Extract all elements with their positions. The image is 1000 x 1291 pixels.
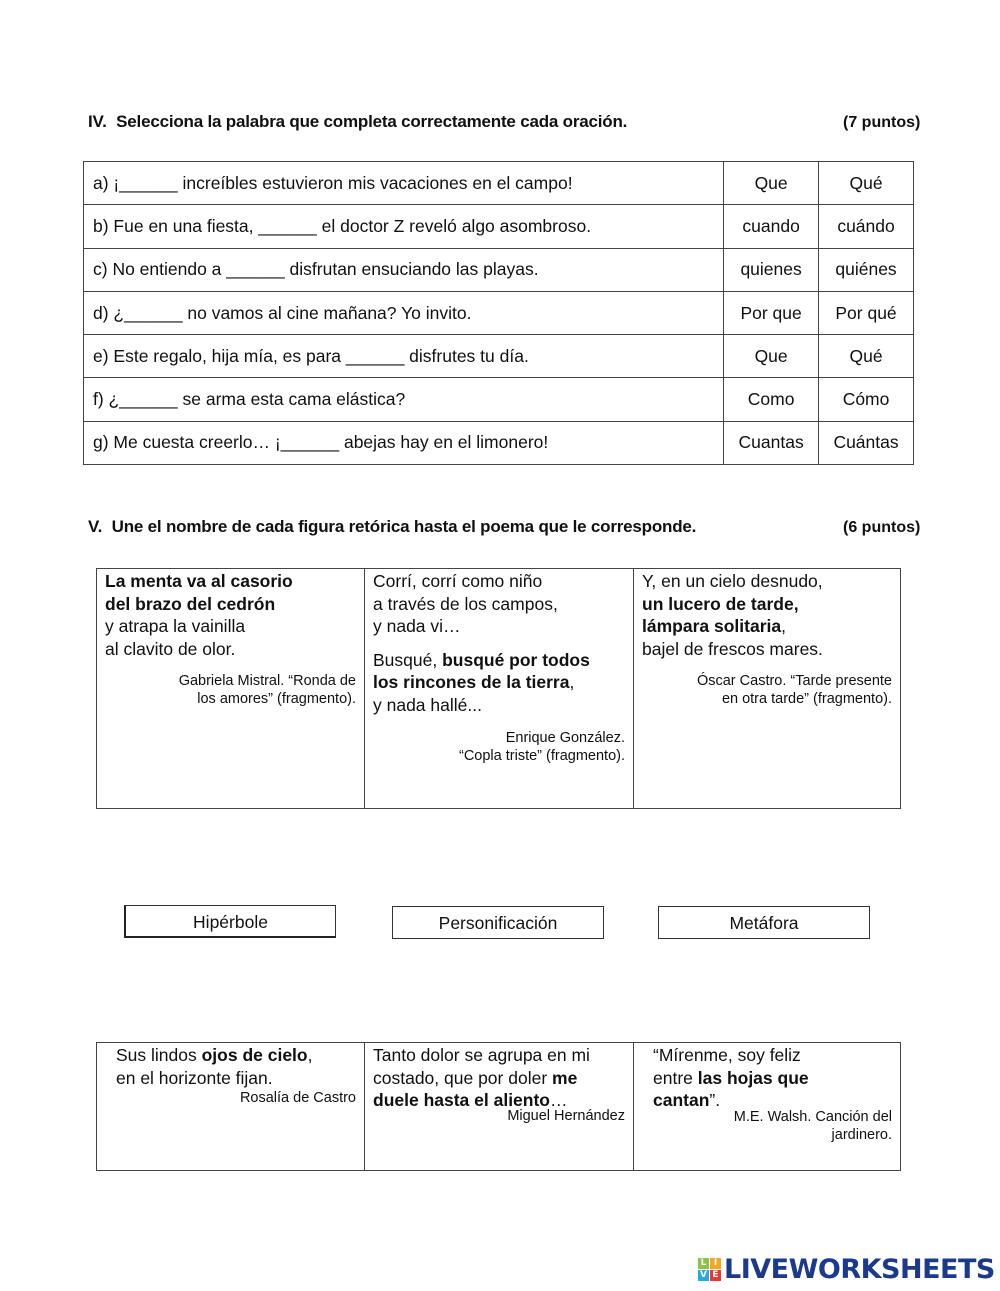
poem-bold-text: los rincones de la tierra: [373, 672, 570, 693]
figure-label-hiperbole[interactable]: Hipérbole: [124, 905, 336, 938]
poem-text: Sus lindos: [116, 1045, 202, 1065]
poem-line: “Mírenme, soy feliz: [653, 1045, 801, 1065]
poem-bold-text: busqué por todos: [442, 649, 590, 670]
poem-card-metafora[interactable]: [634, 569, 900, 808]
poem-line: [105, 593, 356, 616]
option-e-1[interactable]: Que: [724, 335, 819, 378]
poem-card-walsh[interactable]: [634, 1043, 900, 1170]
poem-attribution: Enrique González.: [505, 729, 625, 746]
poem-line: [642, 615, 892, 638]
part-v-title: Une el nombre de cada figura retórica hasta el poema que le corresponde.: [111, 517, 697, 536]
part-iv-number: IV.: [88, 112, 107, 131]
poem-line: [642, 593, 892, 616]
poem-bold-text: del brazo del cedrón: [105, 593, 276, 614]
poem-card-personificacion[interactable]: [97, 569, 365, 808]
poem-line: al clavito de olor.: [105, 638, 236, 659]
table-row: [84, 248, 914, 291]
sentence-c: c) No entiendo a ______ disfrutan ensuciando las playas.: [84, 248, 724, 291]
poem-line: y atrapa la vainilla: [105, 616, 246, 637]
poem-bold-text: las hojas que: [697, 1067, 809, 1088]
poem-line: [116, 1044, 356, 1067]
logo-letter: V: [698, 1270, 709, 1281]
poem-line: en el horizonte fijan.: [116, 1067, 273, 1088]
option-c-1[interactable]: quienes: [724, 248, 819, 291]
poem-card-hernandez[interactable]: [365, 1043, 634, 1170]
poem-text: entre: [653, 1067, 698, 1088]
poem-line: Tanto dolor se agrupa en mi: [373, 1045, 590, 1065]
part-iv-heading: [88, 112, 627, 132]
poem-bold-text: ojos de cielo: [201, 1045, 308, 1065]
part-iv-title: Selecciona la palabra que completa correctamente cada oración.: [116, 112, 628, 131]
table-row: [84, 162, 914, 205]
option-d-1[interactable]: Por que: [724, 291, 819, 334]
option-g-1[interactable]: Cuantas: [724, 421, 819, 464]
poem-line: [653, 1067, 892, 1090]
sentence-b: b) Fue en una fiesta, ______ el doctor Z reveló algo asombroso.: [84, 205, 724, 248]
sentence-g: g) Me cuesta creerlo… ¡______ abejas hay en el limonero!: [84, 421, 724, 464]
poem-line: [373, 649, 625, 672]
sentence-e: e) Este regalo, hija mía, es para ______ disfrutes tu día.: [84, 335, 724, 378]
poem-bold-text: La menta va al casorio: [105, 571, 293, 591]
poem-text: Busqué,: [373, 649, 443, 670]
part-v-heading: [88, 517, 696, 537]
option-b-1[interactable]: cuando: [724, 205, 819, 248]
poem-attribution: los amores” (fragmento).: [197, 691, 356, 708]
option-d-2[interactable]: Por qué: [819, 291, 914, 334]
part-v-number: V.: [88, 517, 103, 536]
table-row: [84, 291, 914, 334]
table-row: [84, 335, 914, 378]
poem-text: …: [550, 1090, 568, 1111]
poem-bold-text: duele hasta el aliento: [373, 1090, 550, 1111]
logo-icon: [698, 1258, 721, 1281]
logo-letter: E: [710, 1270, 721, 1281]
part-iv-points: (7 puntos): [843, 114, 921, 131]
table-row: [84, 378, 914, 421]
table-row: [84, 205, 914, 248]
poem-line: bajel de frescos mares.: [642, 638, 823, 659]
logo-letter: L: [698, 1258, 709, 1269]
poem-attribution: Óscar Castro. “Tarde presente: [696, 673, 892, 690]
poem-card-hiperbole[interactable]: [365, 569, 634, 808]
part-v-points: (6 puntos): [843, 519, 921, 536]
sentence-a: a) ¡______ increíbles estuvieron mis vacaciones en el campo!: [84, 162, 724, 205]
word-choice-table: [83, 161, 914, 465]
poem-text: ,: [781, 616, 786, 637]
poem-attribution: jardinero.: [831, 1126, 892, 1143]
logo-letter: I: [710, 1258, 721, 1269]
poem-line: [373, 671, 625, 694]
option-a-1[interactable]: Que: [724, 162, 819, 205]
option-e-2[interactable]: Qué: [819, 335, 914, 378]
poem-attribution: en otra tarde” (fragmento).: [721, 691, 892, 708]
poem-bold-text: lámpara solitaria: [642, 616, 782, 637]
sentence-d: d) ¿______ no vamos al cine mañana? Yo invito.: [84, 291, 724, 334]
poem-line: y nada vi…: [373, 616, 461, 637]
figure-label-metafora[interactable]: Metáfora: [658, 906, 870, 939]
table-row: [84, 421, 914, 464]
poem-bold-text: un lucero de tarde,: [642, 593, 799, 614]
poem-attribution: Miguel Hernández: [507, 1107, 625, 1124]
poem-line: [105, 570, 356, 593]
poem-bold-text: me: [552, 1067, 578, 1088]
liveworksheets-logo: [698, 1254, 995, 1285]
poem-bold-text: cantan: [653, 1090, 710, 1111]
logo-text: LIVEWORKSHEETS: [724, 1254, 995, 1285]
top-poem-row: [96, 568, 901, 809]
figure-label-personificacion[interactable]: Personificación: [392, 906, 604, 939]
bottom-poem-row: [96, 1042, 901, 1171]
option-c-2[interactable]: quiénes: [819, 248, 914, 291]
sentence-f: f) ¿______ se arma esta cama elástica?: [84, 378, 724, 421]
option-b-2[interactable]: cuándo: [819, 205, 914, 248]
poem-attribution: “Copla triste” (fragmento).: [459, 747, 625, 764]
poem-text: costado, que por doler: [373, 1067, 553, 1088]
poem-line: Corrí, corrí como niño: [373, 571, 543, 591]
poem-text: ,: [307, 1045, 313, 1065]
poem-line: [373, 1067, 625, 1090]
poem-attribution: Gabriela Mistral. “Ronda de: [178, 673, 356, 690]
option-g-2[interactable]: Cuántas: [819, 421, 914, 464]
poem-line: a través de los campos,: [373, 593, 558, 614]
poem-line: Y, en un cielo desnudo,: [642, 571, 823, 591]
option-f-2[interactable]: Cómo: [819, 378, 914, 421]
poem-text: ”.: [709, 1090, 721, 1111]
poem-attribution: M.E. Walsh. Canción del: [733, 1108, 892, 1125]
option-a-2[interactable]: Qué: [819, 162, 914, 205]
option-f-1[interactable]: Como: [724, 378, 819, 421]
poem-card-rosalia[interactable]: [97, 1043, 365, 1170]
poem-attribution: Rosalía de Castro: [239, 1090, 356, 1107]
poem-text: ,: [569, 672, 575, 693]
poem-line: y nada hallé...: [373, 694, 482, 715]
